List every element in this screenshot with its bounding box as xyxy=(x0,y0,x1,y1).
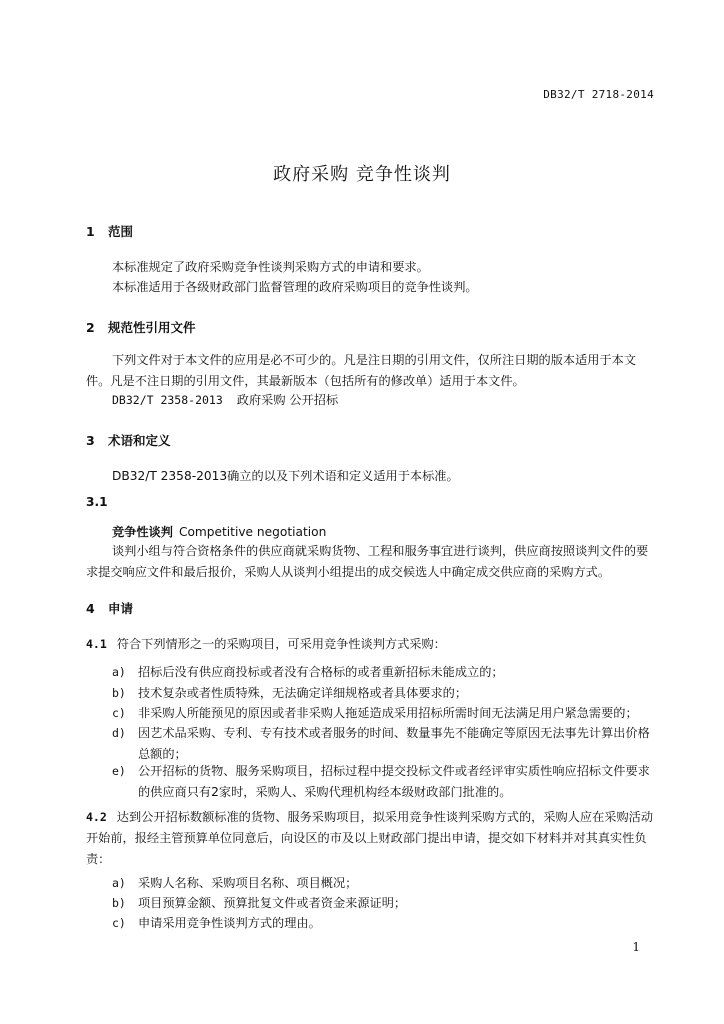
reference-title: 政府采购 公开招标 xyxy=(236,393,339,407)
list-item xyxy=(112,913,660,934)
section-number: 2 xyxy=(86,320,95,335)
list-text: 采购人名称、采购项目名称、项目概况； xyxy=(138,876,358,890)
list-text: 技术复杂或者性质特殊，无法确定详细规格或者具体要求的； xyxy=(138,686,468,700)
section-4-heading xyxy=(86,599,133,617)
section-number: 1 xyxy=(86,224,95,239)
section-title: 范围 xyxy=(108,224,134,239)
section-2-heading xyxy=(86,318,196,336)
standard-code: DB32/T 2718-2014 xyxy=(543,88,654,101)
list-text: 非采购人所能预见的原因或者非采购人拖延造成采用招标所需时间无法满足用户紧急需要的； xyxy=(138,706,638,720)
section-number: 3 xyxy=(86,433,95,448)
scope-line-1: 本标准规定了政府采购竞争性谈判采购方式的申请和要求。 xyxy=(112,260,429,274)
clause-text: 符合下列情形之一的采购项目，可采用竞争性谈判方式采购： xyxy=(116,637,446,651)
section-3-heading xyxy=(86,431,171,449)
scope-line-2: 本标准适用于各级财政部门监督管理的政府采购项目的竞争性谈判。 xyxy=(112,280,478,294)
list-text: 项目预算金额、预算批复文件或者资金来源证明； xyxy=(138,896,407,910)
terms-intro: DB32/T 2358-2013确立的以及下列术语和定义适用于本标准。 xyxy=(112,469,459,483)
clause-4-1 xyxy=(86,635,446,652)
reference-entry xyxy=(112,391,338,408)
section-title: 规范性引用文件 xyxy=(108,320,196,335)
list-item xyxy=(112,723,660,765)
list-item xyxy=(112,761,660,803)
list-item xyxy=(112,703,660,724)
section-1-heading xyxy=(86,222,133,240)
normative-references-paragraph: 下列文件对于本文件的应用是必不可少的。凡是注日期的引用文件，仅所注日期的版本适用于本文件。凡是不注日期的引用文件，其最新版本（包括所有的修改单）适用于本文件。 xyxy=(86,353,637,388)
section-title: 术语和定义 xyxy=(108,433,171,448)
list-text: 公开招标的货物、服务采购项目，招标过程中提交投标文件或者经评审实质性响应招标文件要求的供应商只有2家时，采购人、采购代理机构经本级财政部门批准的。 xyxy=(138,764,650,799)
reference-code: DB32/T 2358-2013 xyxy=(112,393,223,407)
term-chinese: 竞争性谈判 xyxy=(112,525,173,539)
list-item xyxy=(112,873,660,894)
term-definition: 谈判小组与符合资格条件的供应商就采购货物、工程和服务事宜进行谈判，供应商按照谈判文件的要求提交响应文件和最后报价，采购人从谈判小组提出的成交候选人中确定成交供应商的采购方式。 xyxy=(86,544,649,579)
list-letter: b) xyxy=(112,686,126,700)
list-text: 申请采用竞争性谈判方式的理由。 xyxy=(138,916,321,930)
clause-text: 达到公开招标数额标准的货物、服务采购项目，拟采用竞争性谈判采购方式的，采购人应在采购活动开始前，报经主管预算单位同意后，向设区的市及以上财政部门提出申请，提交如下材料并对其真实性负责： xyxy=(86,810,654,866)
list-letter: c) xyxy=(112,916,126,930)
list-letter: e) xyxy=(112,764,126,778)
list-letter: a) xyxy=(112,876,126,890)
list-item xyxy=(112,662,660,683)
page-number: 1 xyxy=(632,940,640,954)
section-number: 4 xyxy=(86,601,95,616)
list-text: 招标后没有供应商投标或者没有合格标的或者重新招标未能成立的； xyxy=(138,665,504,679)
term-english: Competitive negotiation xyxy=(178,525,327,539)
list-letter: b) xyxy=(112,896,126,910)
list-item xyxy=(112,683,660,704)
term-entry xyxy=(112,523,326,540)
clause-3-1-number: 3.1 xyxy=(86,495,108,509)
document-title: 政府采购 竞争性谈判 xyxy=(273,164,451,185)
clause-number: 4.2 xyxy=(86,810,107,824)
list-item xyxy=(112,893,660,914)
list-letter: d) xyxy=(112,726,126,740)
list-text: 因艺术品采购、专利、专有技术或者服务的时间、数量事先不能确定等原因无法事先计算出价格总额的； xyxy=(138,726,650,761)
list-letter: c) xyxy=(112,706,126,720)
clause-4-2 xyxy=(86,807,658,870)
list-letter: a) xyxy=(112,665,126,679)
section-title: 申请 xyxy=(108,601,134,616)
clause-number: 4.1 xyxy=(86,637,107,651)
